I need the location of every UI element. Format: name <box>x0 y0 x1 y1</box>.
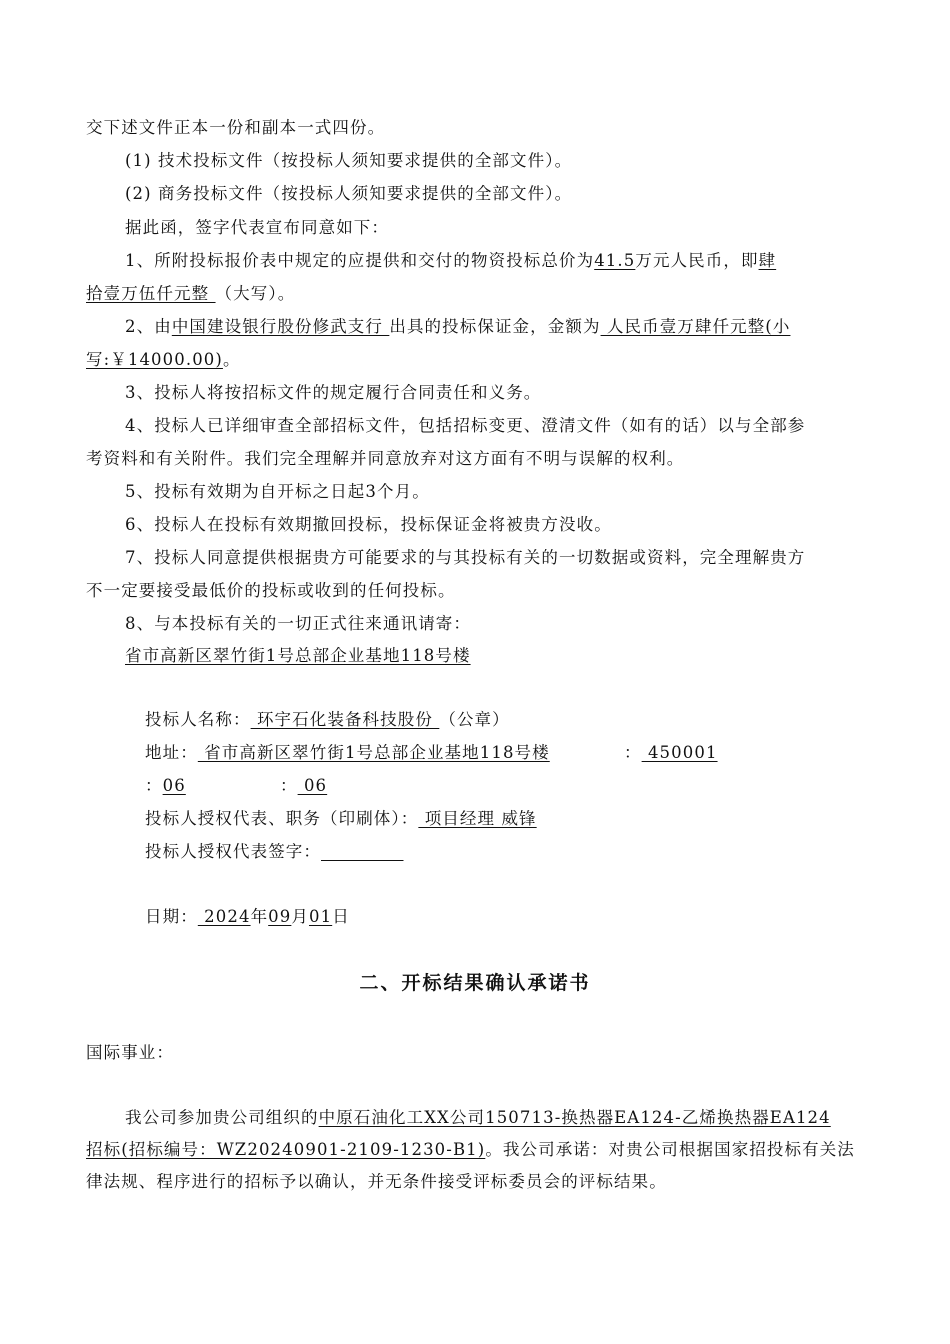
commitment-text: 。我公司承诺：对贵公司根据国家招投标有关法 <box>485 1140 855 1159</box>
project-name: 中原石油化工XX公司150713-换热器EA124-乙烯换热器EA124 <box>318 1108 831 1127</box>
letter-item-commercial: (2) 商务投标文件（按投标人须知要求提供的全部文件）。 <box>125 184 573 203</box>
letter-clause-7-cont: 不一定要接受最低价的投标或收到的任何投标。 <box>86 581 456 600</box>
postcode-row <box>624 742 718 764</box>
date-month: 09 <box>268 907 292 926</box>
commitment-paragraph-line-2 <box>86 1139 855 1161</box>
letter-declaration: 据此函，签字代表宣布同意如下： <box>125 218 389 237</box>
tender-number: 招标(招标编号：WZ20240901-2109-1230-B1) <box>86 1140 486 1159</box>
contact-row-2 <box>280 775 327 797</box>
letter-clause-2 <box>125 316 790 338</box>
commitment-paragraph-line-3: 律法规、程序进行的招标予以确认，并无条件接受评标委员会的评标结果。 <box>86 1172 667 1191</box>
representative-row <box>145 808 537 830</box>
date-month-unit: 月 <box>291 907 309 926</box>
date-label: 日期： <box>145 907 198 926</box>
bidder-name-value: 环宇石化装备科技股份 <box>250 710 440 729</box>
letter-clause-5: 5、投标有效期为自开标之日起3个月。 <box>125 482 430 501</box>
bid-total-uppercase: 拾壹万伍仟元整 <box>86 284 216 303</box>
contact-value-1: 06 <box>162 776 186 795</box>
postcode-value: 450001 <box>641 743 718 762</box>
letter-clause-6: 6、投标人在投标有效期撤回投标，投标保证金将被贵方没收。 <box>125 515 612 534</box>
letter-clause-4: 4、投标人已详细审查全部招标文件，包括招标变更、澄清文件（如有的话）以与全部参 <box>125 416 806 435</box>
guarantee-amount: 人民币壹万肆仟元整(小 <box>600 317 791 336</box>
clause-1-suffix: （大写）。 <box>215 284 296 303</box>
contact-row <box>145 775 186 797</box>
contact-label-1: ： <box>145 776 163 795</box>
letter-line-1: 交下述文件正本一份和副本一式四份。 <box>86 118 386 137</box>
signature-label: 投标人授权代表签字： <box>145 842 321 861</box>
contact-label-2: ： <box>280 776 298 795</box>
letter-clause-1-cont <box>86 283 295 305</box>
date-day: 01 <box>308 907 333 926</box>
section-title: 二、开标结果确认承诺书 <box>359 972 591 994</box>
clause-1-text: 1、所附投标报价表中规定的应提供和交付的物资投标总价为 <box>125 251 595 270</box>
date-row <box>145 906 350 928</box>
clause-1-unit: 万元人民币，即 <box>635 251 759 270</box>
clause-2-text: 2、由 <box>125 317 172 336</box>
bidder-name-row <box>145 709 510 731</box>
bidder-name-label: 投标人名称： <box>145 710 251 729</box>
commitment-intro: 我公司参加贵公司组织的 <box>125 1108 319 1127</box>
bid-total-amount: 41.5 <box>594 251 636 270</box>
address-value: 省市高新区翠竹街1号总部企业基地118号楼 <box>197 743 550 762</box>
correspondence-address: 省市高新区翠竹街1号总部企业基地118号楼 <box>125 646 471 665</box>
date-day-unit: 日 <box>332 907 350 926</box>
recipient: 国际事业： <box>86 1043 174 1062</box>
letter-clause-1 <box>125 250 776 272</box>
guarantee-bank: 中国建设银行股份修武支行 <box>171 317 390 336</box>
company-seal-note: （公章） <box>439 710 510 729</box>
letter-clause-8: 8、与本投标有关的一切正式往来通讯请寄： <box>125 614 471 633</box>
representative-label: 投标人授权代表、职务（印刷体）： <box>145 809 419 828</box>
letter-item-technical: (1) 技术投标文件（按投标人须知要求提供的全部文件）。 <box>125 151 573 170</box>
bid-total-uppercase-start: 肆 <box>758 251 777 270</box>
clause-2-mid: 出具的投标保证金，金额为 <box>389 317 601 336</box>
date-year-unit: 年 <box>250 907 269 926</box>
representative-signature-row <box>145 841 403 863</box>
letter-clause-3: 3、投标人将按招标文件的规定履行合同责任和义务。 <box>125 383 542 402</box>
representative-value: 项目经理 威锋 <box>418 809 537 828</box>
letter-clause-7: 7、投标人同意提供根据贵方可能要求的与其投标有关的一切数据或资料，完全理解贵方 <box>125 548 806 567</box>
address-label: 地址： <box>145 743 198 762</box>
contact-value-2: 06 <box>297 776 328 795</box>
guarantee-amount-numeric: 写:￥14000.00) <box>86 350 223 369</box>
signature-blank <box>321 842 403 861</box>
letter-clause-4-cont: 考资料和有关附件。我们完全理解并同意放弃对这方面有不明与误解的权利。 <box>86 449 685 468</box>
clause-2-suffix: 。 <box>222 350 241 369</box>
commitment-paragraph-line-1 <box>125 1107 831 1129</box>
date-year: 2024 <box>197 907 251 926</box>
letter-clause-2-cont <box>86 349 241 371</box>
address-row <box>145 742 550 764</box>
postcode-label: ： <box>624 743 642 762</box>
